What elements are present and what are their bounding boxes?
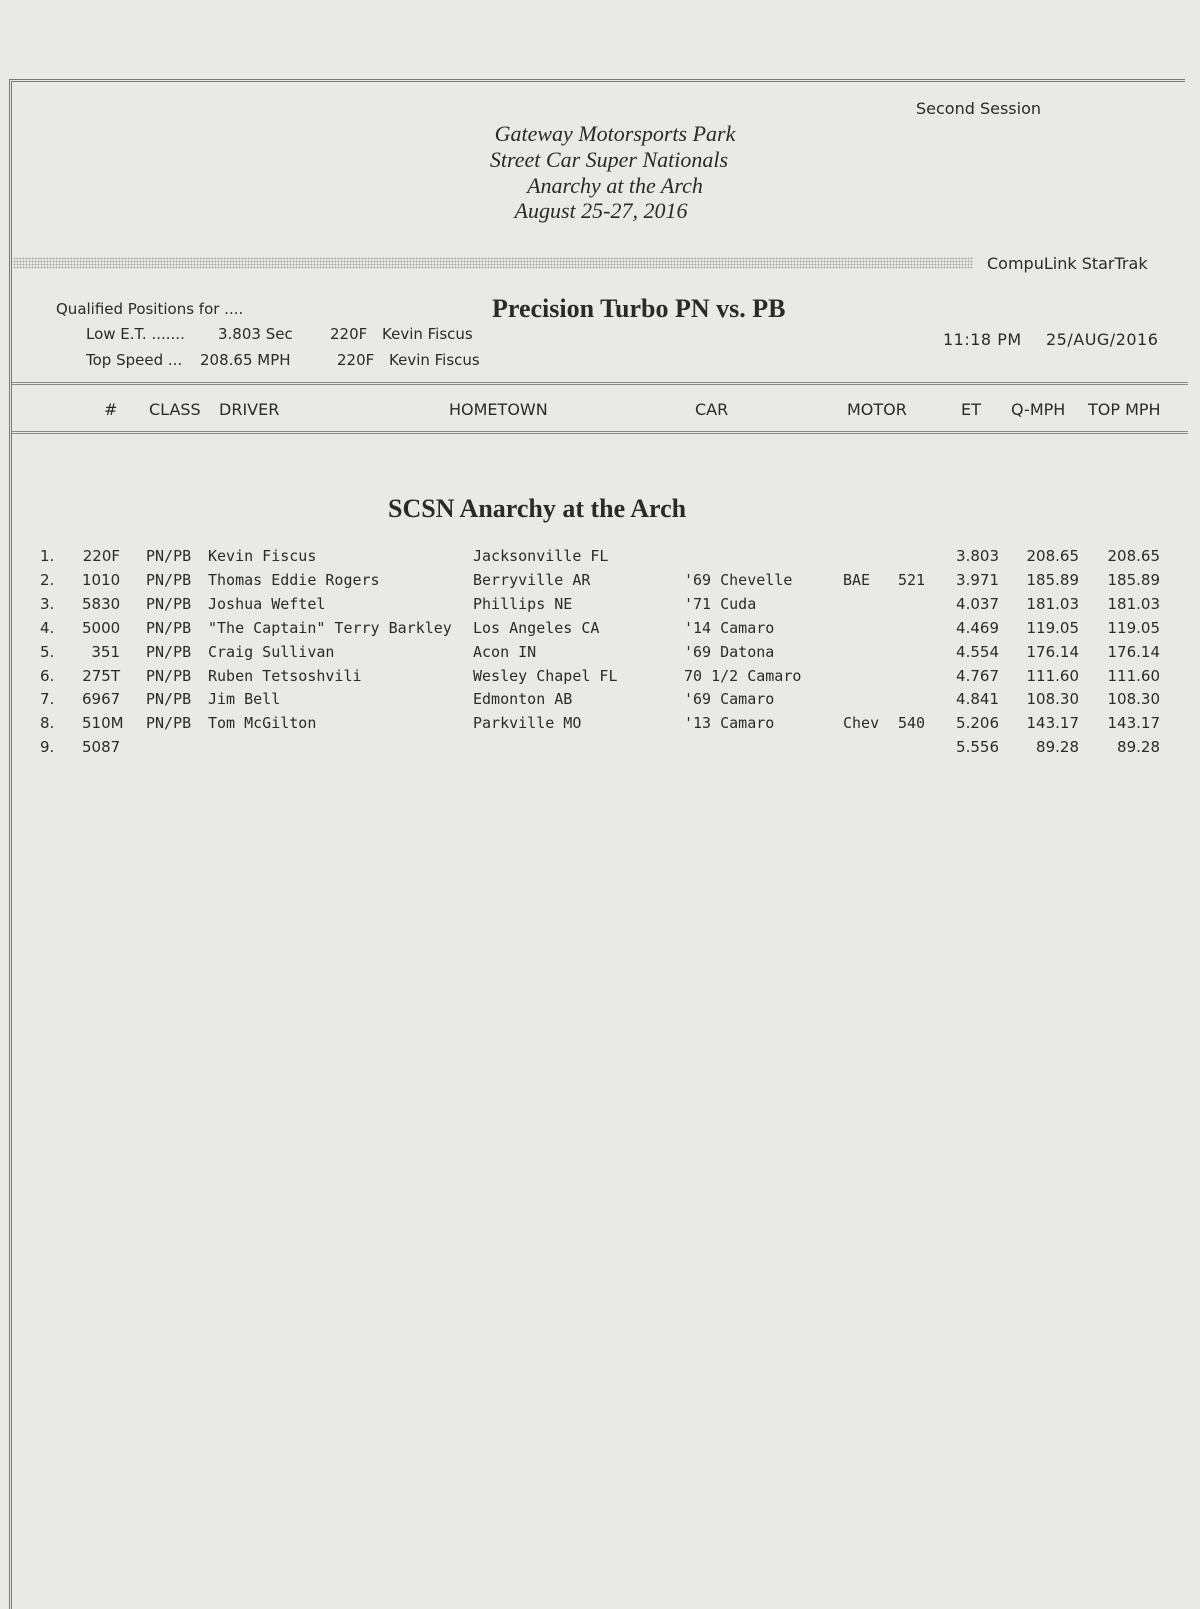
cell-driver: Craig Sullivan [208, 643, 335, 661]
section-title: SCSN Anarchy at the Arch [388, 494, 687, 523]
cell-pos: 4. [40, 619, 55, 637]
report-time: 11:18 PM [943, 330, 1022, 349]
cell-num: 5087 [82, 738, 121, 756]
cell-topmph: 143.17 [1107, 714, 1160, 732]
cell-car: '69 Datona [684, 643, 775, 661]
cell-et: 5.206 [956, 714, 999, 732]
col-header-driver: DRIVER [219, 400, 280, 419]
table-row [0, 667, 1200, 691]
col-header-motor: MOTOR [847, 400, 907, 419]
cell-hometown: Jacksonville FL [473, 547, 609, 565]
col-header-num: # [104, 400, 118, 419]
cell-hometown: Wesley Chapel FL [473, 667, 618, 685]
col-header-qmph: Q-MPH [1011, 400, 1066, 419]
cell-car: '14 Camaro [684, 619, 775, 637]
cell-pos: 1. [40, 547, 55, 565]
cell-pos: 8. [40, 714, 55, 732]
cell-car: '69 Camaro [684, 690, 775, 708]
cell-car: 70 1/2 Camaro [684, 667, 802, 685]
cell-num: 1010 [82, 571, 121, 589]
cell-num: 510M [82, 714, 124, 732]
cell-class: PN/PB [146, 643, 192, 661]
cell-pos: 5. [40, 643, 55, 661]
cell-topmph: 89.28 [1117, 738, 1160, 756]
cell-pos: 3. [40, 595, 55, 613]
col-header-car: CAR [695, 400, 729, 419]
cell-driver: Ruben Tetsoshvili [208, 667, 362, 685]
cell-num: 5830 [82, 595, 121, 613]
cell-num: 220F [82, 547, 120, 565]
table-row [0, 571, 1200, 595]
cell-hometown: Edmonton AB [473, 690, 573, 708]
cell-make: BAE [843, 571, 871, 589]
col-header-hometown: HOMETOWN [449, 400, 548, 419]
cell-class: PN/PB [146, 571, 192, 589]
cell-num: 5000 [82, 619, 121, 637]
cell-et: 4.767 [956, 667, 999, 685]
col-header-topmph: TOP MPH [1088, 400, 1161, 419]
cell-num: 275T [82, 667, 120, 685]
top-speed-label: Top Speed ... [86, 351, 183, 369]
venue-line-4: August 25-27, 2016 [514, 198, 688, 223]
cell-topmph: 176.14 [1107, 643, 1160, 661]
cell-hometown: Parkville MO [473, 714, 582, 732]
cell-qmph: 111.60 [1026, 667, 1079, 685]
header-rule-bottom [12, 431, 1188, 434]
cell-driver: Kevin Fiscus [208, 547, 317, 565]
cell-driver: Tom McGilton [208, 714, 317, 732]
system-label: CompuLink StarTrak [987, 254, 1148, 273]
table-row [0, 714, 1200, 738]
cell-num: 6967 [82, 690, 121, 708]
low-et-label: Low E.T. ....... [86, 325, 185, 343]
top-speed-car: 220F [337, 351, 375, 369]
col-header-class: CLASS [149, 400, 201, 419]
cell-qmph: 185.89 [1026, 571, 1079, 589]
cell-car: '71 Cuda [684, 595, 757, 613]
cell-et: 3.971 [956, 571, 999, 589]
top-speed-value: 208.65 MPH [200, 351, 291, 369]
cell-class: PN/PB [146, 667, 192, 685]
cell-et: 4.037 [956, 595, 999, 613]
cell-class: PN/PB [146, 547, 192, 565]
dotted-divider [13, 257, 973, 269]
venue-line-1: Gateway Motorsports Park [494, 121, 736, 146]
cell-qmph: 119.05 [1026, 619, 1079, 637]
cell-driver: Thomas Eddie Rogers [208, 571, 380, 589]
table-row [0, 547, 1200, 571]
cell-class: PN/PB [146, 619, 192, 637]
low-et-car: 220F [330, 325, 368, 343]
cell-class: PN/PB [146, 595, 192, 613]
cell-qmph: 208.65 [1026, 547, 1079, 565]
cell-car: '69 Chevelle [684, 571, 793, 589]
table-row [0, 595, 1200, 619]
cell-qmph: 181.03 [1026, 595, 1079, 613]
cell-pos: 6. [40, 667, 55, 685]
cell-num: 351 [91, 643, 120, 661]
cell-pos: 9. [40, 738, 55, 756]
cell-hometown: Berryville AR [473, 571, 591, 589]
cell-hometown: Phillips NE [473, 595, 573, 613]
cell-et: 4.469 [956, 619, 999, 637]
cell-hometown: Los Angeles CA [473, 619, 600, 637]
cell-class: PN/PB [146, 714, 192, 732]
session-label: Second Session [916, 99, 1042, 118]
cell-driver: Jim Bell [208, 690, 281, 708]
cell-driver: "The Captain" Terry Barkley [208, 619, 452, 637]
cell-topmph: 181.03 [1107, 595, 1160, 613]
cell-qmph: 89.28 [1036, 738, 1079, 756]
col-header-et: ET [961, 400, 981, 419]
cell-pos: 7. [40, 690, 55, 708]
qualified-label: Qualified Positions for .... [56, 300, 244, 318]
cell-topmph: 208.65 [1107, 547, 1160, 565]
cell-make: Chev [843, 714, 880, 732]
cell-topmph: 108.30 [1107, 690, 1160, 708]
cell-driver: Joshua Weftel [208, 595, 326, 613]
cell-topmph: 111.60 [1107, 667, 1160, 685]
low-et-record [86, 325, 473, 343]
cell-car: '13 Camaro [684, 714, 775, 732]
cell-class: PN/PB [146, 690, 192, 708]
report-date: 25/AUG/2016 [1046, 330, 1159, 349]
cell-cid: 540 [898, 714, 926, 732]
cell-topmph: 185.89 [1107, 571, 1160, 589]
table-row [0, 619, 1200, 643]
cell-et: 4.841 [956, 690, 999, 708]
low-et-value: 3.803 Sec [218, 325, 293, 343]
cell-pos: 2. [40, 571, 55, 589]
top-speed-driver: Kevin Fiscus [389, 351, 480, 369]
cell-hometown: Acon IN [473, 643, 537, 661]
table-row [0, 738, 1200, 762]
cell-qmph: 143.17 [1026, 714, 1079, 732]
cell-et: 5.556 [956, 738, 999, 756]
cell-et: 3.803 [956, 547, 999, 565]
table-row [0, 643, 1200, 667]
top-speed-record [86, 351, 480, 369]
cell-qmph: 108.30 [1026, 690, 1079, 708]
header-rule-top [12, 382, 1188, 385]
cell-qmph: 176.14 [1026, 643, 1079, 661]
table-row [0, 690, 1200, 714]
cell-et: 4.554 [956, 643, 999, 661]
low-et-driver: Kevin Fiscus [382, 325, 473, 343]
venue-line-2: Street Car Super Nationals [489, 147, 729, 172]
cell-topmph: 119.05 [1107, 619, 1160, 637]
venue-line-3: Anarchy at the Arch [527, 173, 703, 198]
cell-cid: 521 [898, 571, 926, 589]
class-title: Precision Turbo PN vs. PB [492, 294, 786, 323]
